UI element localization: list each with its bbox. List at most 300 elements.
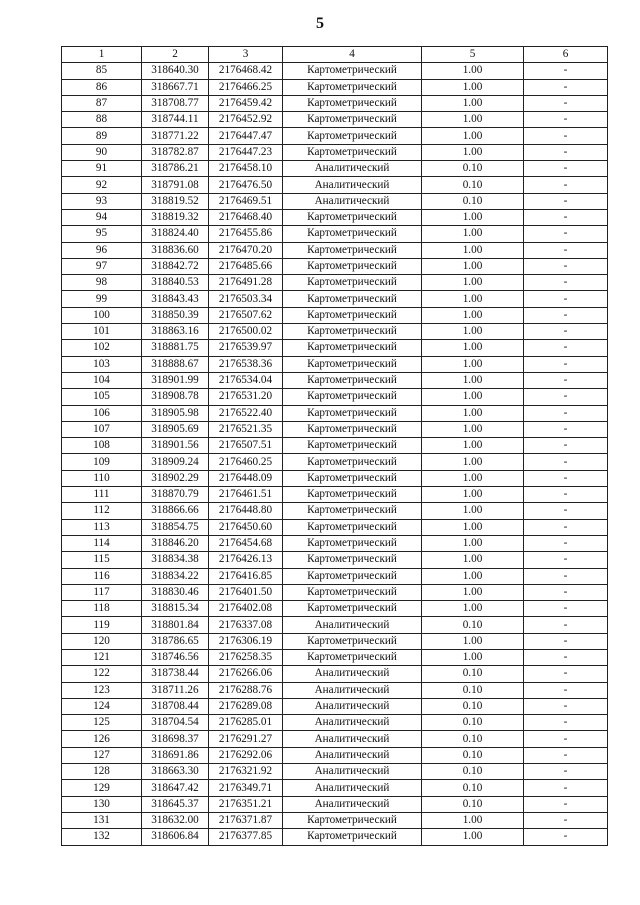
x-coordinate-cell: 318786.21	[142, 161, 209, 177]
point-number-cell: 120	[62, 633, 142, 649]
point-number-cell: 131	[62, 812, 142, 828]
table-row	[62, 715, 608, 731]
point-number-cell: 99	[62, 291, 142, 307]
accuracy-cell: 1.00	[422, 487, 524, 503]
table-row	[62, 454, 608, 470]
y-coordinate-cell: 2176531.20	[209, 389, 283, 405]
point-number-cell: 108	[62, 438, 142, 454]
point-number-cell: 107	[62, 421, 142, 437]
method-cell: Картометрический	[283, 601, 422, 617]
column-header: 4	[283, 47, 422, 63]
method-cell: Картометрический	[283, 535, 422, 551]
method-cell: Картометрический	[283, 340, 422, 356]
accuracy-cell: 0.10	[422, 698, 524, 714]
table-row	[62, 535, 608, 551]
accuracy-cell: 1.00	[422, 209, 524, 225]
table-row	[62, 633, 608, 649]
point-number-cell: 112	[62, 503, 142, 519]
x-coordinate-cell: 318782.87	[142, 144, 209, 160]
point-number-cell: 128	[62, 764, 142, 780]
y-coordinate-cell: 2176507.51	[209, 438, 283, 454]
point-number-cell: 94	[62, 209, 142, 225]
y-coordinate-cell: 2176466.25	[209, 79, 283, 95]
x-coordinate-cell: 318771.22	[142, 128, 209, 144]
y-coordinate-cell: 2176485.66	[209, 258, 283, 274]
table-row	[62, 747, 608, 763]
table-row	[62, 487, 608, 503]
method-cell: Картометрический	[283, 568, 422, 584]
x-coordinate-cell: 318909.24	[142, 454, 209, 470]
x-coordinate-cell: 318708.44	[142, 698, 209, 714]
x-coordinate-cell: 318640.30	[142, 63, 209, 79]
accuracy-cell: 1.00	[422, 519, 524, 535]
table-row	[62, 470, 608, 486]
table-row	[62, 291, 608, 307]
note-cell: -	[524, 291, 608, 307]
y-coordinate-cell: 2176522.40	[209, 405, 283, 421]
x-coordinate-cell: 318905.98	[142, 405, 209, 421]
method-cell: Картометрический	[283, 454, 422, 470]
x-coordinate-cell: 318815.34	[142, 601, 209, 617]
x-coordinate-cell: 318691.86	[142, 747, 209, 763]
note-cell: -	[524, 503, 608, 519]
table-row	[62, 63, 608, 79]
accuracy-cell: 1.00	[422, 389, 524, 405]
note-cell: -	[524, 454, 608, 470]
note-cell: -	[524, 649, 608, 665]
y-coordinate-cell: 2176539.97	[209, 340, 283, 356]
method-cell: Картометрический	[283, 209, 422, 225]
note-cell: -	[524, 128, 608, 144]
note-cell: -	[524, 519, 608, 535]
x-coordinate-cell: 318744.11	[142, 112, 209, 128]
note-cell: -	[524, 747, 608, 763]
method-cell: Аналитический	[283, 161, 422, 177]
accuracy-cell: 1.00	[422, 649, 524, 665]
method-cell: Аналитический	[283, 193, 422, 209]
point-number-cell: 116	[62, 568, 142, 584]
x-coordinate-cell: 318881.75	[142, 340, 209, 356]
point-number-cell: 91	[62, 161, 142, 177]
point-number-cell: 90	[62, 144, 142, 160]
y-coordinate-cell: 2176450.60	[209, 519, 283, 535]
table-row	[62, 584, 608, 600]
note-cell: -	[524, 421, 608, 437]
table-row	[62, 324, 608, 340]
table-row	[62, 764, 608, 780]
y-coordinate-cell: 2176452.92	[209, 112, 283, 128]
accuracy-cell: 1.00	[422, 470, 524, 486]
table-row	[62, 698, 608, 714]
point-number-cell: 127	[62, 747, 142, 763]
point-number-cell: 129	[62, 780, 142, 796]
method-cell: Аналитический	[283, 698, 422, 714]
table-row	[62, 617, 608, 633]
x-coordinate-cell: 318746.56	[142, 649, 209, 665]
table-row	[62, 389, 608, 405]
method-cell: Картометрический	[283, 552, 422, 568]
x-coordinate-cell: 318901.56	[142, 438, 209, 454]
y-coordinate-cell: 2176289.08	[209, 698, 283, 714]
accuracy-cell: 1.00	[422, 503, 524, 519]
x-coordinate-cell: 318606.84	[142, 829, 209, 845]
table-row	[62, 340, 608, 356]
y-coordinate-cell: 2176460.25	[209, 454, 283, 470]
table-row	[62, 812, 608, 828]
table-row	[62, 682, 608, 698]
note-cell: -	[524, 796, 608, 812]
method-cell: Картометрический	[283, 487, 422, 503]
page-number: 5	[316, 15, 324, 32]
point-number-cell: 115	[62, 552, 142, 568]
table-row	[62, 421, 608, 437]
table-row	[62, 829, 608, 845]
note-cell: -	[524, 812, 608, 828]
y-coordinate-cell: 2176377.85	[209, 829, 283, 845]
note-cell: -	[524, 258, 608, 274]
note-cell: -	[524, 242, 608, 258]
accuracy-cell: 0.10	[422, 747, 524, 763]
table-row	[62, 666, 608, 682]
y-coordinate-cell: 2176468.40	[209, 209, 283, 225]
accuracy-cell: 0.10	[422, 161, 524, 177]
x-coordinate-cell: 318698.37	[142, 731, 209, 747]
table-row	[62, 144, 608, 160]
method-cell: Аналитический	[283, 177, 422, 193]
method-cell: Картометрический	[283, 242, 422, 258]
point-number-cell: 96	[62, 242, 142, 258]
method-cell: Картометрический	[283, 307, 422, 323]
table-row	[62, 275, 608, 291]
y-coordinate-cell: 2176461.51	[209, 487, 283, 503]
x-coordinate-cell: 318870.79	[142, 487, 209, 503]
table-row	[62, 209, 608, 225]
accuracy-cell: 1.00	[422, 307, 524, 323]
y-coordinate-cell: 2176468.42	[209, 63, 283, 79]
accuracy-cell: 1.00	[422, 226, 524, 242]
table-row	[62, 112, 608, 128]
point-number-cell: 121	[62, 649, 142, 665]
x-coordinate-cell: 318704.54	[142, 715, 209, 731]
accuracy-cell: 1.00	[422, 372, 524, 388]
method-cell: Картометрический	[283, 275, 422, 291]
accuracy-cell: 1.00	[422, 535, 524, 551]
y-coordinate-cell: 2176447.23	[209, 144, 283, 160]
column-header: 5	[422, 47, 524, 63]
method-cell: Картометрический	[283, 633, 422, 649]
note-cell: -	[524, 144, 608, 160]
accuracy-cell: 0.10	[422, 193, 524, 209]
note-cell: -	[524, 487, 608, 503]
method-cell: Аналитический	[283, 682, 422, 698]
x-coordinate-cell: 318850.39	[142, 307, 209, 323]
accuracy-cell: 0.10	[422, 177, 524, 193]
accuracy-cell: 0.10	[422, 715, 524, 731]
note-cell: -	[524, 666, 608, 682]
accuracy-cell: 0.10	[422, 666, 524, 682]
accuracy-cell: 1.00	[422, 112, 524, 128]
note-cell: -	[524, 568, 608, 584]
y-coordinate-cell: 2176491.28	[209, 275, 283, 291]
accuracy-cell: 1.00	[422, 128, 524, 144]
y-coordinate-cell: 2176258.35	[209, 649, 283, 665]
note-cell: -	[524, 356, 608, 372]
column-header: 1	[62, 47, 142, 63]
point-number-cell: 101	[62, 324, 142, 340]
point-number-cell: 119	[62, 617, 142, 633]
y-coordinate-cell: 2176291.27	[209, 731, 283, 747]
x-coordinate-cell: 318667.71	[142, 79, 209, 95]
accuracy-cell: 1.00	[422, 258, 524, 274]
note-cell: -	[524, 405, 608, 421]
method-cell: Картометрический	[283, 112, 422, 128]
y-coordinate-cell: 2176266.06	[209, 666, 283, 682]
y-coordinate-cell: 2176285.01	[209, 715, 283, 731]
accuracy-cell: 1.00	[422, 568, 524, 584]
x-coordinate-cell: 318908.78	[142, 389, 209, 405]
note-cell: -	[524, 63, 608, 79]
x-coordinate-cell: 318801.84	[142, 617, 209, 633]
method-cell: Картометрический	[283, 519, 422, 535]
note-cell: -	[524, 275, 608, 291]
method-cell: Картометрический	[283, 438, 422, 454]
x-coordinate-cell: 318738.44	[142, 666, 209, 682]
table-row	[62, 79, 608, 95]
x-coordinate-cell: 318791.08	[142, 177, 209, 193]
accuracy-cell: 0.10	[422, 796, 524, 812]
note-cell: -	[524, 731, 608, 747]
accuracy-cell: 1.00	[422, 63, 524, 79]
y-coordinate-cell: 2176321.92	[209, 764, 283, 780]
accuracy-cell: 1.00	[422, 829, 524, 845]
point-number-cell: 125	[62, 715, 142, 731]
accuracy-cell: 0.10	[422, 682, 524, 698]
x-coordinate-cell: 318846.20	[142, 535, 209, 551]
y-coordinate-cell: 2176534.04	[209, 372, 283, 388]
method-cell: Аналитический	[283, 731, 422, 747]
table-row	[62, 438, 608, 454]
method-cell: Картометрический	[283, 503, 422, 519]
method-cell: Аналитический	[283, 666, 422, 682]
note-cell: -	[524, 535, 608, 551]
y-coordinate-cell: 2176349.71	[209, 780, 283, 796]
note-cell: -	[524, 177, 608, 193]
note-cell: -	[524, 79, 608, 95]
x-coordinate-cell: 318834.38	[142, 552, 209, 568]
point-number-cell: 93	[62, 193, 142, 209]
table-row	[62, 258, 608, 274]
note-cell: -	[524, 682, 608, 698]
x-coordinate-cell: 318834.22	[142, 568, 209, 584]
x-coordinate-cell: 318632.00	[142, 812, 209, 828]
point-number-cell: 106	[62, 405, 142, 421]
column-header: 6	[524, 47, 608, 63]
table-row	[62, 226, 608, 242]
y-coordinate-cell: 2176292.06	[209, 747, 283, 763]
table-row	[62, 601, 608, 617]
point-number-cell: 130	[62, 796, 142, 812]
y-coordinate-cell: 2176448.09	[209, 470, 283, 486]
method-cell: Картометрический	[283, 324, 422, 340]
note-cell: -	[524, 438, 608, 454]
accuracy-cell: 1.00	[422, 95, 524, 111]
y-coordinate-cell: 2176288.76	[209, 682, 283, 698]
accuracy-cell: 1.00	[422, 552, 524, 568]
table-row	[62, 161, 608, 177]
accuracy-cell: 1.00	[422, 421, 524, 437]
accuracy-cell: 1.00	[422, 291, 524, 307]
method-cell: Картометрический	[283, 372, 422, 388]
x-coordinate-cell: 318854.75	[142, 519, 209, 535]
note-cell: -	[524, 307, 608, 323]
coordinates-table	[61, 46, 608, 846]
point-number-cell: 102	[62, 340, 142, 356]
point-number-cell: 89	[62, 128, 142, 144]
method-cell: Картометрический	[283, 829, 422, 845]
y-coordinate-cell: 2176306.19	[209, 633, 283, 649]
accuracy-cell: 1.00	[422, 340, 524, 356]
x-coordinate-cell: 318866.66	[142, 503, 209, 519]
y-coordinate-cell: 2176521.35	[209, 421, 283, 437]
y-coordinate-cell: 2176447.47	[209, 128, 283, 144]
table-row	[62, 95, 608, 111]
note-cell: -	[524, 584, 608, 600]
table-row	[62, 780, 608, 796]
method-cell: Картометрический	[283, 405, 422, 421]
table-row	[62, 503, 608, 519]
accuracy-cell: 1.00	[422, 356, 524, 372]
point-number-cell: 95	[62, 226, 142, 242]
x-coordinate-cell: 318836.60	[142, 242, 209, 258]
point-number-cell: 126	[62, 731, 142, 747]
y-coordinate-cell: 2176448.80	[209, 503, 283, 519]
note-cell: -	[524, 324, 608, 340]
x-coordinate-cell: 318842.72	[142, 258, 209, 274]
point-number-cell: 98	[62, 275, 142, 291]
point-number-cell: 110	[62, 470, 142, 486]
x-coordinate-cell: 318663.30	[142, 764, 209, 780]
point-number-cell: 124	[62, 698, 142, 714]
x-coordinate-cell: 318840.53	[142, 275, 209, 291]
note-cell: -	[524, 340, 608, 356]
point-number-cell: 123	[62, 682, 142, 698]
column-header: 2	[142, 47, 209, 63]
accuracy-cell: 0.10	[422, 617, 524, 633]
accuracy-cell: 0.10	[422, 780, 524, 796]
method-cell: Аналитический	[283, 747, 422, 763]
accuracy-cell: 1.00	[422, 242, 524, 258]
note-cell: -	[524, 617, 608, 633]
point-number-cell: 122	[62, 666, 142, 682]
note-cell: -	[524, 95, 608, 111]
note-cell: -	[524, 209, 608, 225]
point-number-cell: 88	[62, 112, 142, 128]
note-cell: -	[524, 389, 608, 405]
y-coordinate-cell: 2176507.62	[209, 307, 283, 323]
accuracy-cell: 1.00	[422, 584, 524, 600]
table-header-row	[62, 47, 608, 63]
x-coordinate-cell: 318902.29	[142, 470, 209, 486]
point-number-cell: 132	[62, 829, 142, 845]
x-coordinate-cell: 318819.52	[142, 193, 209, 209]
y-coordinate-cell: 2176401.50	[209, 584, 283, 600]
table-row	[62, 193, 608, 209]
point-number-cell: 86	[62, 79, 142, 95]
accuracy-cell: 1.00	[422, 454, 524, 470]
y-coordinate-cell: 2176469.51	[209, 193, 283, 209]
x-coordinate-cell: 318901.99	[142, 372, 209, 388]
x-coordinate-cell: 318645.37	[142, 796, 209, 812]
table-body	[62, 63, 608, 845]
table-row	[62, 731, 608, 747]
note-cell: -	[524, 633, 608, 649]
point-number-cell: 111	[62, 487, 142, 503]
table-row	[62, 649, 608, 665]
method-cell: Аналитический	[283, 780, 422, 796]
accuracy-cell: 1.00	[422, 79, 524, 95]
note-cell: -	[524, 226, 608, 242]
table-row	[62, 356, 608, 372]
accuracy-cell: 0.10	[422, 764, 524, 780]
method-cell: Картометрический	[283, 258, 422, 274]
table-row	[62, 177, 608, 193]
method-cell: Картометрический	[283, 649, 422, 665]
table-row	[62, 128, 608, 144]
point-number-cell: 113	[62, 519, 142, 535]
x-coordinate-cell: 318711.26	[142, 682, 209, 698]
note-cell: -	[524, 193, 608, 209]
x-coordinate-cell: 318905.69	[142, 421, 209, 437]
table-row	[62, 307, 608, 323]
method-cell: Картометрический	[283, 291, 422, 307]
method-cell: Картометрический	[283, 421, 422, 437]
point-number-cell: 85	[62, 63, 142, 79]
method-cell: Аналитический	[283, 617, 422, 633]
y-coordinate-cell: 2176470.20	[209, 242, 283, 258]
table-row	[62, 405, 608, 421]
y-coordinate-cell: 2176503.34	[209, 291, 283, 307]
point-number-cell: 105	[62, 389, 142, 405]
method-cell: Аналитический	[283, 764, 422, 780]
accuracy-cell: 1.00	[422, 812, 524, 828]
method-cell: Картометрический	[283, 79, 422, 95]
table-row	[62, 796, 608, 812]
method-cell: Картометрический	[283, 226, 422, 242]
x-coordinate-cell: 318824.40	[142, 226, 209, 242]
method-cell: Картометрический	[283, 144, 422, 160]
method-cell: Картометрический	[283, 812, 422, 828]
point-number-cell: 100	[62, 307, 142, 323]
point-number-cell: 117	[62, 584, 142, 600]
method-cell: Картометрический	[283, 584, 422, 600]
point-number-cell: 104	[62, 372, 142, 388]
table-row	[62, 519, 608, 535]
y-coordinate-cell: 2176416.85	[209, 568, 283, 584]
y-coordinate-cell: 2176459.42	[209, 95, 283, 111]
y-coordinate-cell: 2176455.86	[209, 226, 283, 242]
note-cell: -	[524, 780, 608, 796]
column-header: 3	[209, 47, 283, 63]
table-row	[62, 372, 608, 388]
method-cell: Картометрический	[283, 356, 422, 372]
y-coordinate-cell: 2176454.68	[209, 535, 283, 551]
x-coordinate-cell: 318888.67	[142, 356, 209, 372]
accuracy-cell: 1.00	[422, 601, 524, 617]
y-coordinate-cell: 2176538.36	[209, 356, 283, 372]
note-cell: -	[524, 764, 608, 780]
y-coordinate-cell: 2176351.21	[209, 796, 283, 812]
x-coordinate-cell: 318819.32	[142, 209, 209, 225]
